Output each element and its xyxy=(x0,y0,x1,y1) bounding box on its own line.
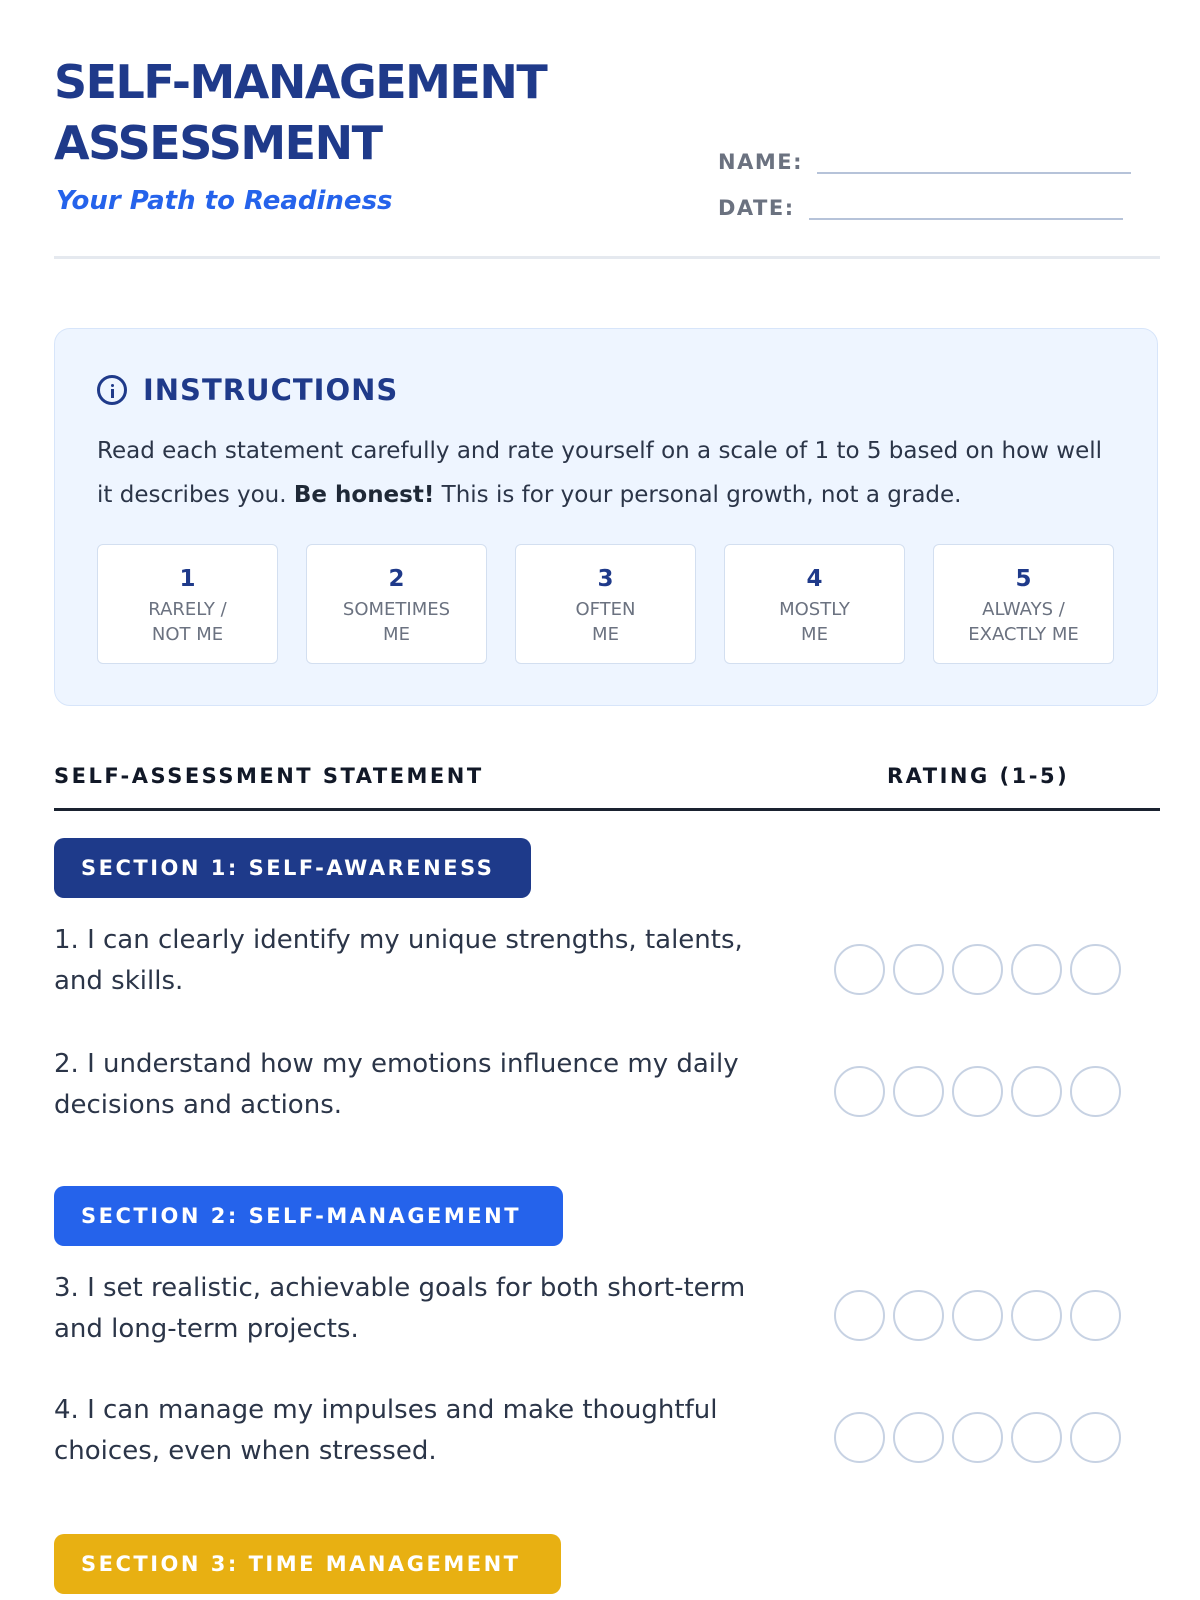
table-header-divider xyxy=(54,808,1160,811)
statement-3: 3. I set realistic, achievable goals for both short-term and long-term projects. xyxy=(54,1273,746,1344)
statement-2: 2. I understand how my emotions influence my daily decisions and actions. xyxy=(54,1049,739,1120)
instructions-box xyxy=(54,328,1158,706)
rating-option-1[interactable] xyxy=(834,1066,885,1117)
rating-row-1 xyxy=(834,944,1121,995)
rating-option-2[interactable] xyxy=(893,1066,944,1117)
rating-option-5[interactable] xyxy=(1070,1066,1121,1117)
instructions-text xyxy=(97,429,1107,517)
name-field xyxy=(718,146,1131,174)
instructions-text-part: Read each statement carefully and rate yourself on a scale of 1 to 5 based on how well it describes you. xyxy=(97,438,1103,508)
rating-option-4[interactable] xyxy=(1011,1412,1062,1463)
instructions-title: INSTRUCTIONS xyxy=(143,373,399,407)
rating-option-1[interactable] xyxy=(834,944,885,995)
date-field xyxy=(718,192,1123,220)
rating-column-header: RATING (1-5) xyxy=(887,764,1070,788)
instructions-heading xyxy=(97,373,398,407)
rating-scale-legend xyxy=(97,544,1114,664)
date-input-line[interactable] xyxy=(809,192,1123,220)
scale-label: ALWAYS / EXACTLY ME xyxy=(968,599,1079,645)
rating-option-5[interactable] xyxy=(1070,944,1121,995)
scale-card-2 xyxy=(306,544,487,664)
section-2-header: SECTION 2: SELF-MANAGEMENT xyxy=(54,1186,563,1246)
scale-number: 3 xyxy=(597,566,614,592)
info-icon xyxy=(97,375,127,405)
scale-number: 4 xyxy=(806,566,823,592)
statement-1: 1. I can clearly identify my unique strengths, talents, and skills. xyxy=(54,925,743,996)
scale-number: 1 xyxy=(179,566,196,592)
rating-option-5[interactable] xyxy=(1070,1412,1121,1463)
rating-option-4[interactable] xyxy=(1011,1066,1062,1117)
rating-option-3[interactable] xyxy=(952,1066,1003,1117)
rating-option-3[interactable] xyxy=(952,1412,1003,1463)
rating-option-2[interactable] xyxy=(893,944,944,995)
instructions-text-part: This is for your personal growth, not a grade. xyxy=(434,482,962,508)
scale-label: OFTEN ME xyxy=(575,599,636,645)
rating-row-3 xyxy=(834,1290,1121,1341)
scale-card-1 xyxy=(97,544,278,664)
date-label: DATE: xyxy=(718,196,795,220)
rating-option-1[interactable] xyxy=(834,1290,885,1341)
section-1-header: SECTION 1: SELF-AWARENESS xyxy=(54,838,531,898)
scale-label: SOMETIMES ME xyxy=(342,599,451,645)
statement-column-header: SELF-ASSESSMENT STATEMENT xyxy=(54,764,484,788)
rating-option-5[interactable] xyxy=(1070,1290,1121,1341)
scale-card-3 xyxy=(515,544,696,664)
scale-card-4 xyxy=(724,544,905,664)
name-input-line[interactable] xyxy=(817,146,1131,174)
instructions-emphasis: Be honest! xyxy=(293,482,435,508)
rating-row-2 xyxy=(834,1066,1121,1117)
section-3-header: SECTION 3: TIME MANAGEMENT xyxy=(54,1534,561,1594)
rating-option-4[interactable] xyxy=(1011,1290,1062,1341)
rating-option-1[interactable] xyxy=(834,1412,885,1463)
scale-number: 2 xyxy=(388,566,405,592)
header-divider xyxy=(54,256,1160,259)
statement-4: 4. I can manage my impulses and make thoughtful choices, even when stressed. xyxy=(54,1395,718,1466)
rating-option-3[interactable] xyxy=(952,944,1003,995)
rating-option-2[interactable] xyxy=(893,1290,944,1341)
rating-row-4 xyxy=(834,1412,1121,1463)
scale-label: RARELY / NOT ME xyxy=(148,599,227,645)
scale-card-5 xyxy=(933,544,1114,664)
page-title: SELF-MANAGEMENT ASSESSMENT xyxy=(54,55,547,170)
scale-number: 5 xyxy=(1015,566,1032,592)
rating-option-3[interactable] xyxy=(952,1290,1003,1341)
assessment-page xyxy=(54,0,1160,1600)
page-subtitle: Your Path to Readiness xyxy=(56,186,393,216)
name-label: NAME: xyxy=(718,150,803,174)
rating-option-4[interactable] xyxy=(1011,944,1062,995)
rating-option-2[interactable] xyxy=(893,1412,944,1463)
scale-label: MOSTLY ME xyxy=(779,599,850,645)
